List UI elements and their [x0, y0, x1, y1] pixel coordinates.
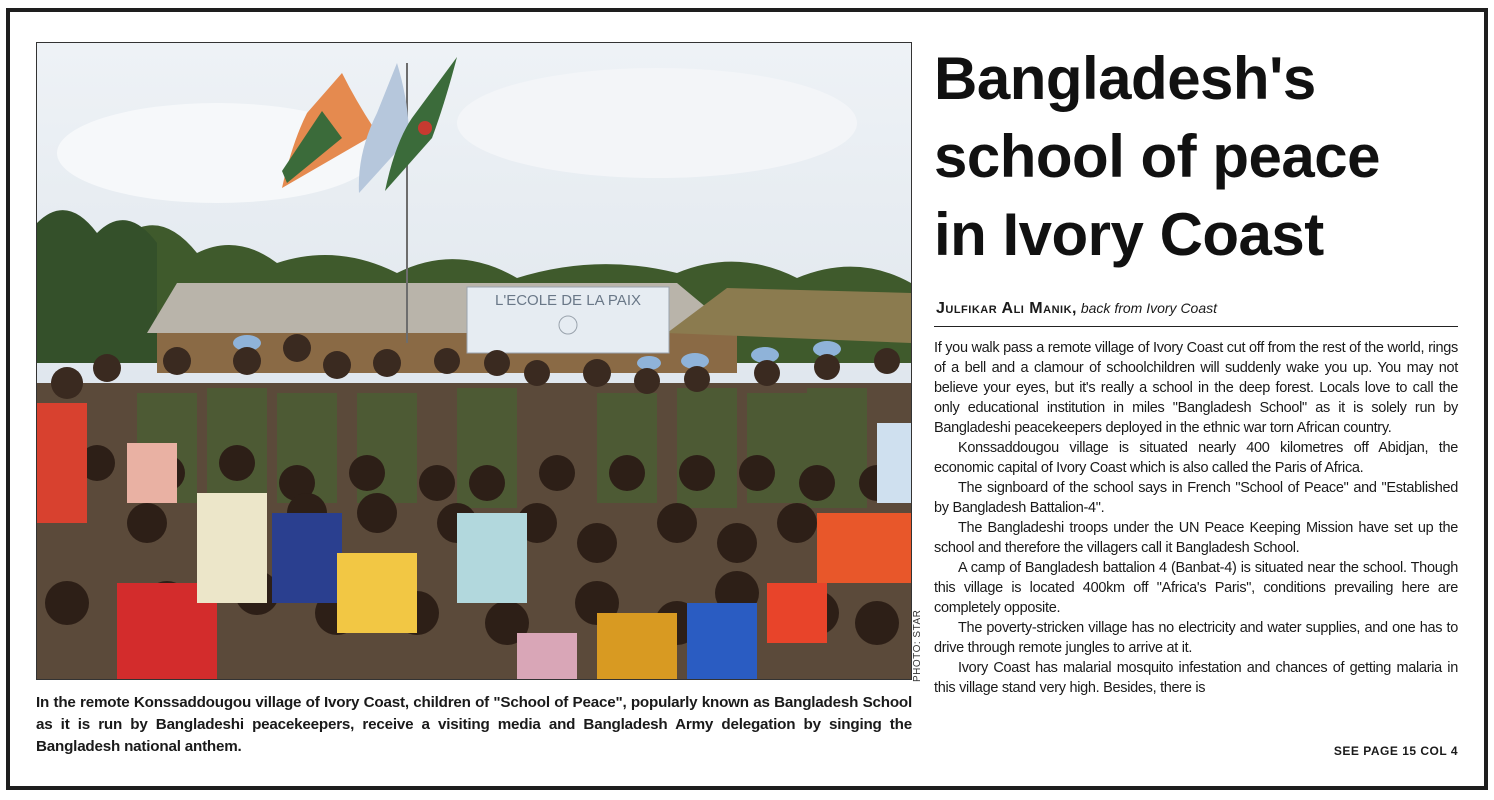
- bangladesh-flag-disc: [418, 121, 432, 135]
- headline-line-1: Bangladesh's: [934, 45, 1316, 112]
- tree: [37, 210, 157, 363]
- body-paragraph: Ivory Coast has malarial mosquito infestation and chances of getting malaria in this village stand very high. Besides, there is: [934, 660, 1458, 696]
- article-photo: [36, 42, 912, 680]
- byline-rule: [934, 326, 1458, 327]
- body-paragraph: A camp of Bangladesh battalion 4 (Banbat-4) is situated near the school. Though this village is located 400km off "Africa's Paris", conditions prevailing here are completely opposite.: [934, 560, 1458, 616]
- headline-line-2: school of peace: [934, 123, 1380, 190]
- photo-illustration: [37, 43, 911, 679]
- byline: [936, 300, 1456, 318]
- byline-author: Julfikar Ali Manik,: [936, 300, 1077, 317]
- body-paragraph: The signboard of the school says in French "School of Peace" and "Established by Bangladesh Battalion-4".: [934, 480, 1458, 516]
- body-paragraph: Konssaddougou village is situated nearly 400 kilometres off Abidjan, the economic capital of Ivory Coast which is also called the Paris of Africa.: [934, 440, 1458, 476]
- cloud: [457, 68, 857, 178]
- body-paragraph: The poverty-stricken village has no electricity and water supplies, and one has to drive through remote jungles to arrive at it.: [934, 620, 1458, 656]
- article-body: [934, 338, 1458, 698]
- continuation-jump[interactable]: SEE PAGE 15 COL 4: [1333, 744, 1458, 758]
- signboard-text: L'ECOLE DE LA PAIX: [495, 292, 641, 309]
- headline-line-3: in Ivory Coast: [934, 201, 1324, 268]
- byline-dateline: back from Ivory Coast: [1080, 300, 1218, 316]
- body-paragraph: The Bangladeshi troops under the UN Peace Keeping Mission have set up the school and therefore the villagers call it Bangladesh School.: [934, 520, 1458, 556]
- photo-credit: PHOTO: STAR: [912, 609, 923, 682]
- body-paragraph: If you walk pass a remote village of Ivory Coast cut off from the rest of the world, rings of a bell and a clamour of schoolchildren will suddenly wake you up. You may not believe your eyes, but it's really a school in the deep forest. Locals love to call the only educational institution in miles "Bangladesh School" as it is solely run by Bangladeshi peacekeepers deployed in the ethnic war torn African country.: [934, 340, 1458, 436]
- crowd: [37, 334, 911, 679]
- photo-caption: In the remote Konssaddougou village of Ivory Coast, children of "School of Peace", popularly known as Bangladesh School as it is run by Bangladeshi peacekeepers, receive a visiting media and Bangladesh Army delegation by singing the Bangladesh national anthem.: [36, 694, 912, 755]
- headline: [934, 40, 1474, 274]
